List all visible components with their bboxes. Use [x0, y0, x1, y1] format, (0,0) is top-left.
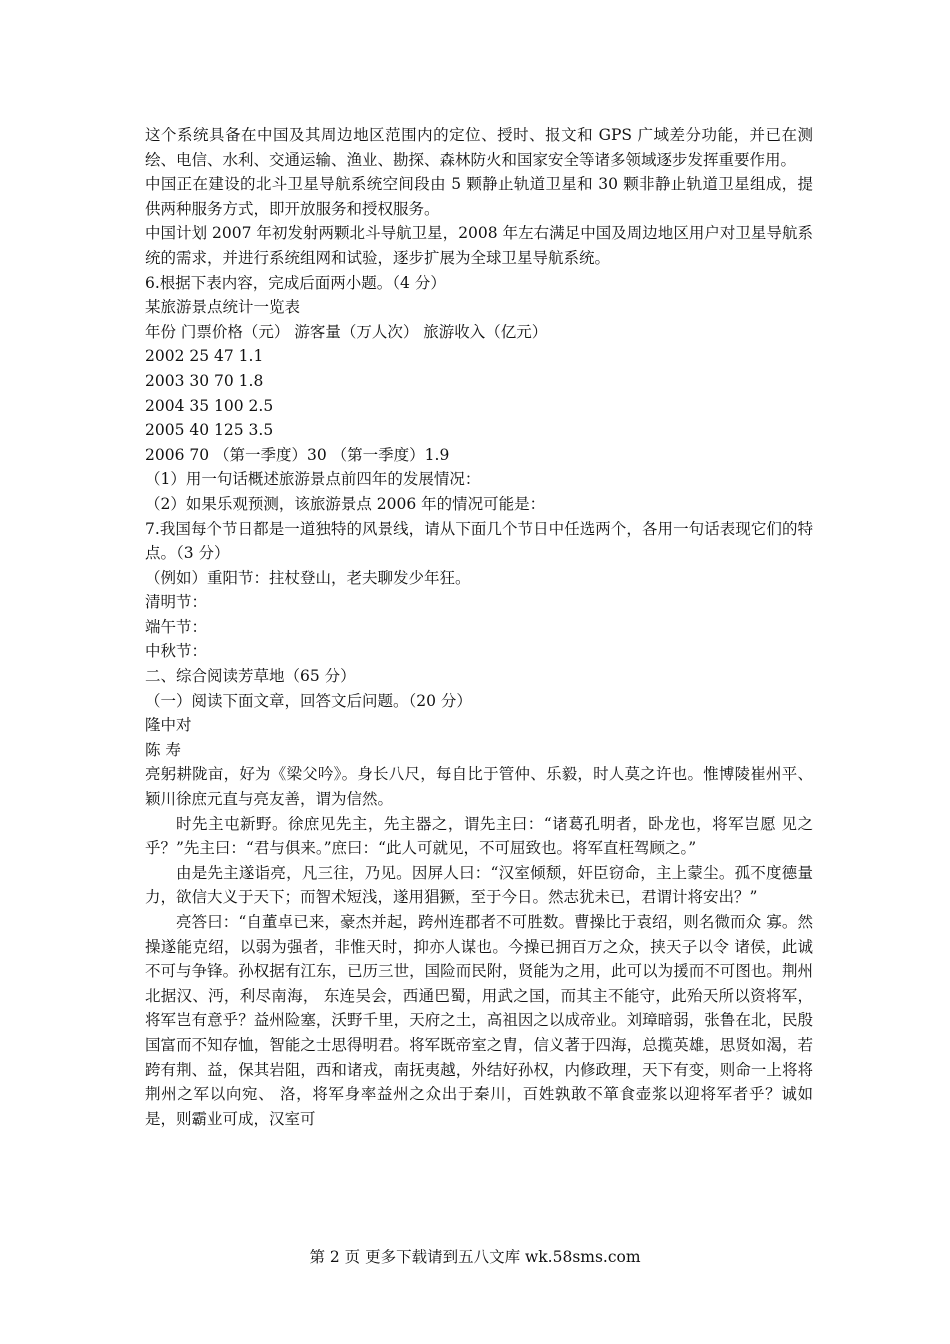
festival-item: 清明节：	[145, 593, 208, 612]
article-paragraph-2: 时先主屯新野。徐庶见先主，先主器之，谓先主曰：“诸葛孔明者，卧龙也，将军岂愿 见之乎？”先主曰：“君与俱来。”庶曰：“此人可就见，不可屈致也。将军直枉驾顾之。”	[145, 814, 813, 858]
article-author: 陈 寿	[145, 740, 181, 759]
intro-paragraph-3: 中国计划 2007 年初发射两颗北斗导航卫星，2008 年左右满足中国及周边地区用户对卫星导航系统的需求，并进行系统组网和试验，逐步扩展为全球卫星导航系统。	[145, 224, 813, 267]
part-heading: （一）阅读下面文章，回答文后问题。（20 分）	[145, 691, 472, 710]
festival-item: 中秋节：	[145, 642, 208, 661]
question-7-example: （例如）重阳节：拄杖登山，老夫聊发少年狂。	[145, 568, 471, 587]
page-footer: 第 2 页 更多下载请到五八文库 wk.58sms.com	[309, 1248, 641, 1266]
article-paragraph-4: 亮答曰：“自董卓已来，豪杰并起，跨州连郡者不可胜数。曹操比于袁绍，则名微而众 寡。然操遂能克绍，以弱为强者，非惟天时，抑亦人谋也。今操已拥百万之众，挟天子以令 诸侯，此诚不可与争锋。孙权据有江东，已历三世，国险而民附，贤能为之用，此可以为援而不可图也。荆州北据汉、沔，利尽南海， 东连吴会，西通巴蜀，用武之国，而其主不能守，此殆天所以资将军，将军岂有意乎？益州险塞，沃野千里，天府之土，高祖因之以成帝业。刘璋暗弱，张鲁在北，民殷国富而不知存恤，智能之士思得明君。将军既帝室之胄，信义著于四海，总揽英雄，思贤如渴，若跨有荆、益，保其岩阻，西和诸戎，南抚夷越，外结好孙权，内修政理，天下有变，则命一上将将荆州之军以向宛、 洛，将军身率益州之众出于秦川，百姓孰敢不箪食壶浆以迎将军者乎？诚如是，则霸业可成，汉室可	[145, 913, 813, 1128]
table-row: 2006 70 （第一季度）30 （第一季度）1.9	[145, 445, 450, 464]
article-paragraph-1: 亮躬耕陇亩，好为《梁父吟》。身长八尺，每自比于管仲、乐毅，时人莫之许也。惟博陵崔州平、颖川徐庶元直与亮友善，谓为信然。	[145, 765, 813, 809]
document-body	[145, 123, 813, 1131]
table-row: 2003 30 70 1.8	[145, 371, 264, 390]
section-heading: 二、综合阅读芳草地（65 分）	[145, 667, 356, 686]
article-title: 隆中对	[145, 716, 192, 735]
table-title: 某旅游景点统计一览表	[145, 298, 301, 317]
festival-item: 端午节：	[145, 617, 208, 636]
question-7-prompt: 7.我国每个节日都是一道独特的风景线，请从下面几个节日中任选两个，各用一句话表现它们的特点。（3 分）	[145, 519, 813, 563]
table-row: 2005 40 125 3.5	[145, 421, 274, 440]
question-6-sub-1: （1）用一句话概述旅游景点前四年的发展情况：	[145, 470, 481, 489]
intro-paragraph-1: 这个系统具备在中国及其周边地区范围内的定位、授时、报文和 GPS 广域差分功能，并已在测绘、电信、水利、交通运输、渔业、勘探、森林防火和国家安全等诸多领域逐步发挥重要作用。	[145, 126, 813, 169]
article-paragraph-3: 由是先主遂诣亮，凡三往，乃见。因屏人曰：“汉室倾颓，奸臣窃命，主上蒙尘。孤不度德量力，欲信大义于天下；而智术短浅，遂用猖獗，至于今日。然志犹未已，君谓计将安出？”	[145, 863, 813, 907]
table-row: 2004 35 100 2.5	[145, 396, 274, 415]
intro-paragraph-2: 中国正在建设的北斗卫星导航系统空间段由 5 颗静止轨道卫星和 30 颗非静止轨道卫星组成，提供两种服务方式，即开放服务和授权服务。	[145, 175, 813, 218]
question-6-prompt: 6.根据下表内容，完成后面两小题。（4 分）	[145, 273, 446, 292]
table-row: 2002 25 47 1.1	[145, 347, 264, 366]
question-6-sub-2: （2）如果乐观预测，该旅游景点 2006 年的情况可能是：	[145, 494, 546, 513]
table-header: 年份 门票价格（元） 游客量（万人次） 旅游收入（亿元）	[145, 322, 548, 341]
